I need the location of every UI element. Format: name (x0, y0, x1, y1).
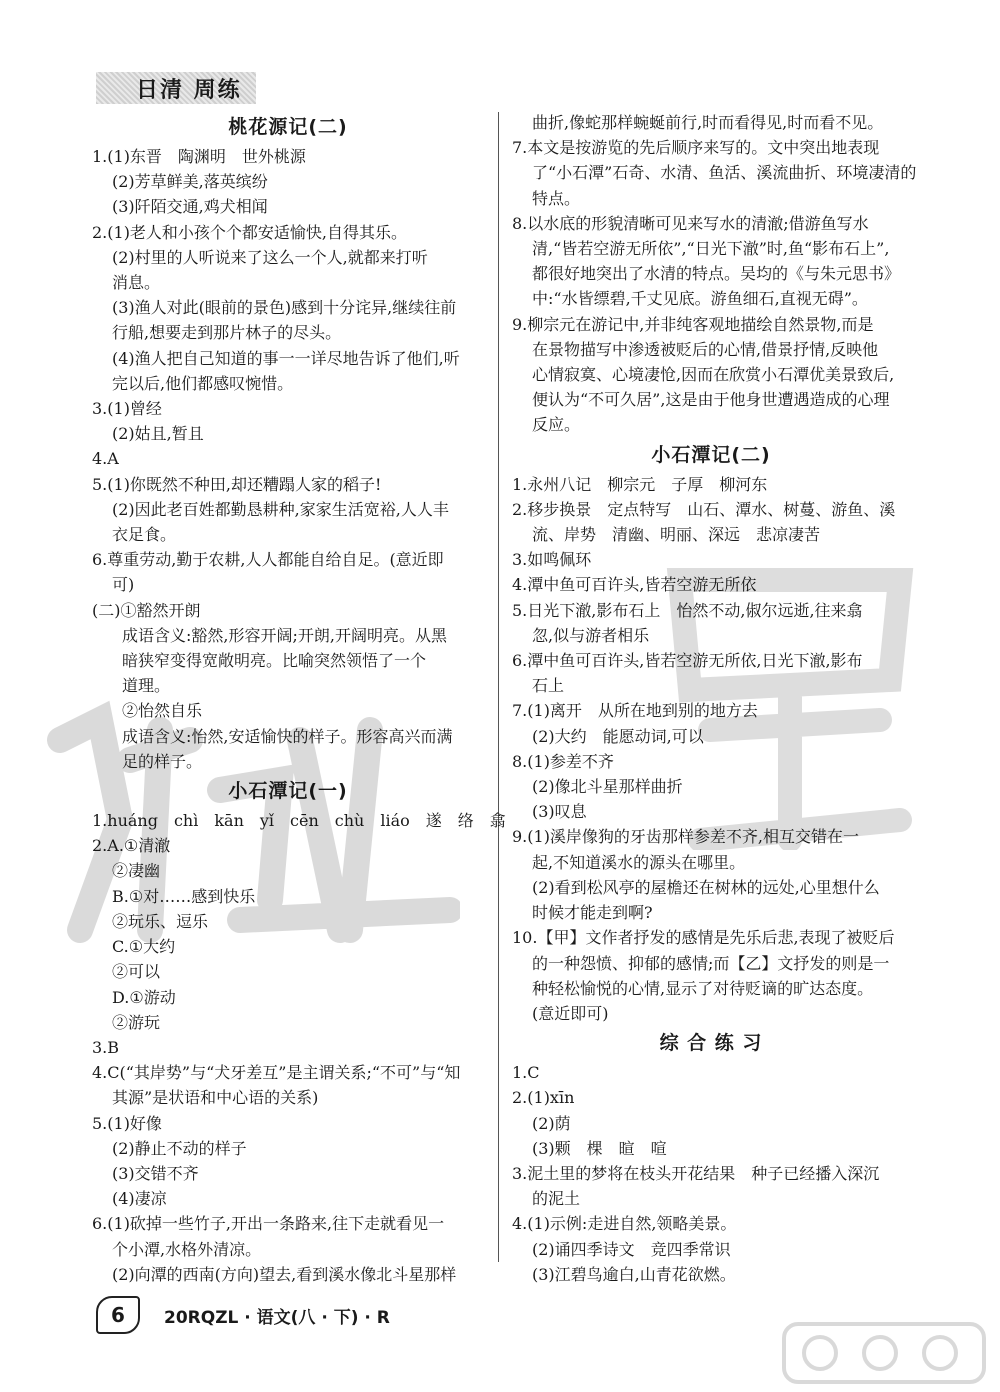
answer-line: 的泥土 (532, 1189, 581, 1209)
answer-line: 2.(1)老人和小孩个个都安适愉快,自得其乐。 (92, 222, 408, 242)
answer-line: ②游玩 (112, 1012, 161, 1032)
answer-line: 成语含义:豁然,形容开阔;开朗,开阔明亮。从黑 (122, 625, 447, 645)
answer-line: 6.(1)砍掉一些竹子,开出一条路来,往下走就看见一 (92, 1214, 445, 1234)
answer-line: (4)渔人把自己知道的事一一详尽地告诉了他们,听 (112, 348, 460, 368)
answer-line: 都很好地突出了水清的特点。吴均的《与朱元思书》 (532, 264, 901, 284)
answer-line: 暗狭窄变得宽敞明亮。比喻突然领悟了一个 (122, 651, 427, 671)
answer-line: (2)芳草鲜美,落英缤纷 (112, 172, 268, 192)
answer-line: C.①大约 (112, 937, 176, 957)
answer-line: ②玩乐、逗乐 (112, 911, 209, 931)
answer-line: (2)荫 (532, 1113, 571, 1133)
answer-line: 4.潭中鱼可百许头,皆若空游无所依 (512, 575, 757, 595)
answer-line: 种轻松愉悦的心情,显示了对待贬谪的旷达态度。 (532, 978, 874, 998)
answer-line: 6.尊重劳动,勤于农耕,人人都能自给自足。(意近即 (92, 550, 444, 570)
answer-line: 其源”是状语和中心语的关系) (112, 1088, 319, 1108)
answer-line: 消息。 (112, 273, 161, 293)
answer-line: 忽,似与游者相乐 (532, 625, 650, 645)
answer-line: 7.本文是按游览的先后顺序来写的。文中突出地表现 (512, 138, 880, 158)
answer-line: 9.(1)溪岸像狗的牙齿那样参差不齐,相互交错在一 (512, 827, 860, 847)
answer-line: 10.【甲】文作者抒发的感情是先乐后悲,表现了被贬后 (512, 928, 895, 948)
answer-line: 1.永州八记 柳宗元 子厚 柳河东 (512, 474, 768, 494)
section-title: 小石潭记(二) (651, 443, 771, 466)
answer-line: 4.A (92, 449, 119, 469)
answer-line: 8.(1)参差不齐 (512, 751, 614, 771)
answer-line: B.①对……感到快乐 (112, 886, 256, 906)
answer-line: 中:“水皆缥碧,千丈见底。游鱼细石,直视无碍”。 (532, 289, 868, 309)
answer-line: 清,“皆若空游无所依”,“日光下澈”时,鱼“影布石上”, (532, 239, 890, 259)
answer-line: (2)像北斗星那样曲折 (532, 777, 683, 797)
answer-line: 5.(1)你既然不种田,却还糟蹋人家的稻子! (92, 474, 382, 494)
answer-line: 特点。 (532, 188, 581, 208)
answer-line: 5.日光下澈,影布石上 怡然不动,俶尔远逝,往来翕 (512, 600, 863, 620)
answer-line: (2)村里的人听说来了这么一个人,就都来打听 (112, 247, 428, 267)
right-column (512, 110, 917, 1287)
answer-line: (3)颗 棵 暄 喧 (532, 1138, 667, 1158)
answer-line: 时候才能走到啊? (532, 903, 653, 923)
answer-line: 起,不知道溪水的源头在哪里。 (532, 852, 746, 872)
section-title: 小石潭记(一) (228, 780, 348, 803)
answer-line: (2)向潭的西南(方向)望去,看到溪水像北斗星那样 (112, 1264, 457, 1284)
answer-line: 9.柳宗元在游记中,并非纯客观地描绘自然景物,而是 (512, 314, 874, 334)
answer-line: ②凄幽 (112, 861, 161, 881)
section-title: 桃花源记(二) (228, 116, 348, 138)
answer-line: 3.B (92, 1037, 120, 1057)
answer-line: 1.huáng chì kān yǐ cēn chù liáo 遂 络 翕 (92, 811, 506, 831)
answer-line: (2)大约 能愿动词,可以 (532, 726, 704, 746)
answer-line: (2)因此老百姓都勤恳耕种,家家生活宽裕,人人丰 (112, 499, 449, 519)
answer-line: 1.(1)东晋 陶渊明 世外桃源 (92, 147, 306, 166)
column-divider (498, 112, 499, 1262)
page-number: 6 (96, 1296, 140, 1334)
answer-line: 4.C(“其岸势”与“犬牙差互”是主谓关系;“不可”与“知 (92, 1063, 461, 1083)
answer-line: 流、岸势 清幽、明丽、深远 悲凉凄苦 (532, 525, 821, 545)
answer-line: 个小潭,水格外清凉。 (112, 1239, 262, 1259)
answer-line: 行船,想要走到那片林子的尽头。 (112, 323, 342, 343)
answer-line: 了“小石潭”石奇、水清、鱼活、溪流曲折、环境凄清的 (532, 163, 917, 183)
answer-line: D.①游动 (112, 987, 176, 1007)
answer-line: 5.(1)好像 (92, 1113, 162, 1133)
answer-line: 曲折,像蛇那样蜿蜒前行,时而看得见,时而看不见。 (532, 113, 884, 132)
left-column (92, 110, 506, 1287)
answer-line: 衣足食。 (112, 525, 177, 545)
answer-line: ②怡然自乐 (122, 701, 203, 721)
header-tab (96, 72, 256, 104)
answer-line: 道理。 (122, 676, 171, 696)
answer-line: (2)静止不动的样子 (112, 1138, 247, 1158)
answer-line: 2.移步换景 定点特写 山石、潭水、树蔓、游鱼、溪 (512, 499, 896, 519)
answer-line: 心情寂寞、心境凄怆,因而在欣赏小石潭优美景致后, (532, 365, 895, 385)
answer-line: 7.(1)离开 从所在地到别的地方去 (512, 701, 758, 721)
answer-line: (2)看到松风亭的屋檐还在树林的远处,心里想什么 (532, 877, 880, 897)
answer-line: (二)①豁然开朗 (92, 600, 201, 620)
answer-line: (2)姑且,暂且 (112, 424, 204, 444)
answer-line: 可) (112, 575, 135, 595)
answer-line: (3)交错不齐 (112, 1163, 199, 1183)
answer-line: (2)诵四季诗文 竞四季常识 (532, 1239, 731, 1259)
answer-line: 2.(1)xīn (512, 1088, 575, 1108)
answer-line: 足的样子。 (122, 751, 203, 771)
answer-line: 2.A.①清澈 (92, 836, 171, 856)
answer-line: 1.C (512, 1063, 540, 1083)
answer-line: (4)凄凉 (112, 1189, 167, 1209)
answer-line: 6.潭中鱼可百许头,皆若空游无所依,日光下澈,影布 (512, 651, 863, 671)
answer-line: 完以后,他们都感叹惋惜。 (112, 373, 294, 393)
answer-line: 在景物描写中渗透被贬后的心情,借景抒情,反映他 (532, 339, 879, 359)
page-footer (96, 1296, 390, 1334)
answer-line: (3)江碧鸟逾白,山青花欲燃。 (532, 1264, 736, 1284)
answer-line: (3)阡陌交通,鸡犬相闻 (112, 197, 268, 217)
answer-line: 3.如鸣佩环 (512, 550, 592, 570)
answer-line: 4.(1)示例:走进自然,领略美景。 (512, 1214, 737, 1234)
answer-line: 的一种怨愤、抑郁的感情;而【乙】文抒发的则是一 (532, 953, 890, 973)
answer-line: 3.(1)曾经 (92, 399, 162, 419)
answer-line: (3)渔人对此(眼前的景色)感到十分诧异,继续往前 (112, 298, 457, 318)
answer-line: 8.以水底的形貌清晰可见来写水的清澈;借游鱼写水 (512, 213, 869, 233)
answer-line: (3)叹息 (532, 802, 587, 822)
answer-line: 便认为“不可久居”,这是由于他身世遭遇造成的心理 (532, 390, 890, 410)
answer-line: 石上 (532, 676, 565, 696)
answer-line: 成语含义:怡然,安适愉快的样子。形容高兴而满 (122, 726, 453, 746)
book-code: 20RQZL · 语文(八 · 下) · R (164, 1307, 390, 1328)
watermark-logo (780, 1320, 990, 1386)
section-title: 综 合 练 习 (659, 1032, 763, 1055)
answer-line: 3.泥土里的梦将在枝头开花结果 种子已经播入深沉 (512, 1163, 880, 1183)
answer-line: (意近即可) (532, 1003, 609, 1023)
answer-line: 反应。 (532, 415, 581, 435)
header-tab-label: 日清 周练 (136, 77, 242, 103)
answer-line: ②可以 (112, 962, 161, 982)
